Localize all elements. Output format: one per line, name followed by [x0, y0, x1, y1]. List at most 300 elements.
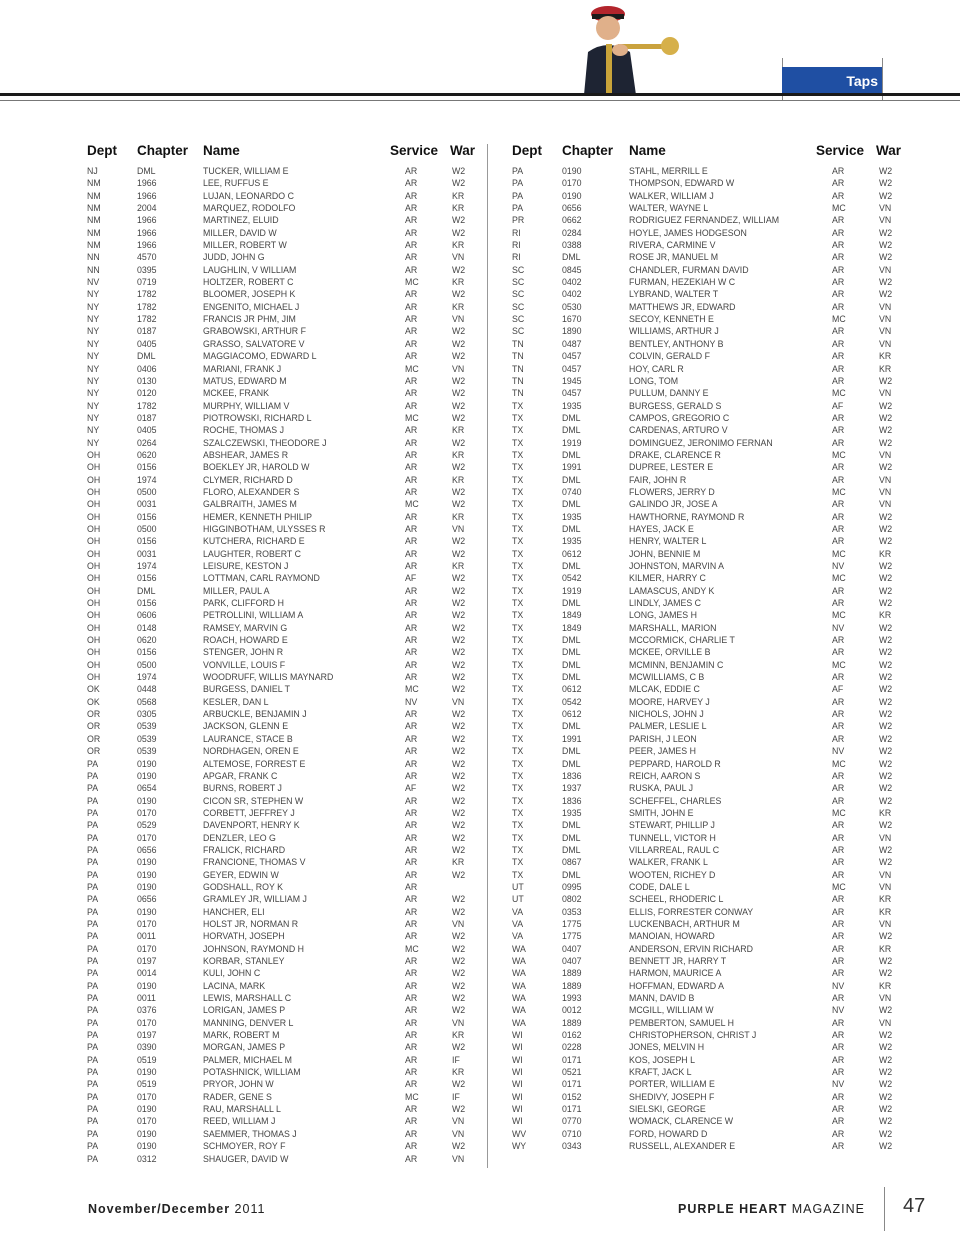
row-service: MC [832, 314, 846, 325]
row-service: AR [405, 338, 418, 349]
row-dept: PA [512, 203, 524, 214]
row-chapter: 0197 [137, 956, 157, 966]
row-chapter: 0264 [137, 437, 157, 448]
row-dept: TX [512, 486, 524, 497]
row-name: NORDHAGEN, OREN E [203, 746, 299, 757]
row-service: AR [832, 215, 845, 226]
row-chapter: 1935 [562, 400, 582, 411]
row-dept: TN [512, 375, 524, 386]
row-dept: NN [87, 252, 100, 263]
row-service: AR [405, 449, 418, 460]
row-service: AR [832, 672, 845, 683]
row-dept: OH [87, 573, 101, 584]
row-chapter: 0662 [562, 215, 582, 226]
row-name: PIOTROWSKI, RICHARD L [203, 412, 312, 423]
row-service: NV [832, 980, 845, 991]
row-dept: SC [512, 326, 525, 337]
row-war: W2 [879, 523, 893, 534]
row-dept: PA [87, 832, 99, 843]
row-dept: TX [512, 795, 524, 806]
row-war: KR [452, 1067, 465, 1078]
row-dept: TX [512, 610, 524, 621]
row-service: NV [832, 1079, 845, 1090]
row-service: AR [832, 647, 845, 658]
row-chapter: 0170 [137, 943, 157, 954]
header-chapter: Chapter [562, 143, 614, 158]
row-dept: WI [512, 1079, 523, 1090]
row-war: VN [452, 1017, 465, 1028]
row-service: AR [405, 906, 418, 917]
row-war: W2 [879, 437, 893, 448]
row-chapter: 1775 [562, 918, 582, 929]
row-dept: OR [87, 709, 101, 720]
row-dept: TX [512, 449, 524, 460]
row-service: AR [405, 1054, 418, 1065]
row-dept: TX [512, 844, 524, 855]
row-war: W2 [452, 499, 466, 510]
row-dept: NY [87, 412, 100, 423]
row-service: AR [405, 1030, 418, 1041]
row-dept: NY [87, 425, 100, 436]
row-chapter: 0539 [137, 746, 157, 757]
row-name: FLOWERS, JERRY D [629, 486, 715, 497]
row-chapter: DML [562, 672, 581, 683]
row-war: VN [452, 1128, 465, 1139]
issue-year: 2011 [234, 1202, 266, 1216]
row-dept: VA [512, 931, 524, 942]
row-service: AR [832, 1042, 845, 1053]
row-chapter: 0529 [137, 820, 157, 831]
row-chapter: 0190 [137, 980, 157, 991]
row-service: MC [832, 548, 846, 559]
row-dept: NJ [87, 166, 98, 176]
row-chapter: 0190 [137, 881, 157, 892]
row-dept: TN [512, 363, 524, 374]
row-chapter: 0539 [137, 733, 157, 744]
row-war: W2 [452, 166, 466, 176]
row-name: SCHEFFEL, CHARLES [629, 795, 722, 806]
row-dept: WA [512, 1017, 526, 1028]
row-service: AR [832, 462, 845, 473]
row-name: KORBAR, STANLEY [203, 956, 285, 966]
row-war: W2 [452, 400, 466, 411]
row-service: AR [405, 894, 418, 905]
row-name: BENTLEY, ANTHONY B [629, 338, 724, 349]
row-chapter: DML [562, 758, 581, 769]
row-war: W2 [879, 598, 893, 609]
row-war: W2 [879, 758, 893, 769]
row-chapter: 0995 [562, 881, 582, 892]
row-chapter: 1890 [562, 326, 582, 337]
row-chapter: 0402 [562, 277, 582, 288]
row-service: NV [832, 622, 845, 633]
row-chapter: DML [562, 412, 581, 423]
row-war: W2 [452, 869, 466, 880]
row-service: AR [405, 326, 418, 337]
row-name: SHEDIVY, JOSEPH F [629, 1091, 715, 1102]
row-service: AR [832, 598, 845, 609]
row-war: W2 [452, 178, 466, 189]
row-name: KOS, JOSEPH L [629, 1054, 695, 1065]
row-service: AR [832, 832, 845, 843]
row-war: W2 [879, 585, 893, 596]
row-name: RAMSEY, MARVIN G [203, 622, 288, 633]
row-war: VN [452, 1116, 465, 1127]
row-name: MOORE, HARVEY J [629, 696, 710, 707]
row-dept: WI [512, 1104, 523, 1115]
row-war: W2 [879, 1042, 893, 1053]
row-war: W2 [452, 832, 466, 843]
row-service: AR [405, 178, 418, 189]
row-service: AR [832, 499, 845, 510]
row-name: CHRISTOPHERSON, CHRIST J [629, 1030, 757, 1041]
row-name: ANDERSON, ERVIN RICHARD [629, 943, 753, 954]
row-service: AR [405, 203, 418, 214]
row-service: AR [832, 1141, 845, 1152]
row-service: AR [405, 301, 418, 312]
row-name: ROACH, HOWARD E [203, 635, 288, 646]
row-name: DAVENPORT, HENRY K [203, 820, 300, 831]
row-war: W2 [452, 993, 466, 1004]
row-war: VN [452, 252, 465, 263]
row-war: W2 [452, 684, 466, 695]
row-war: W2 [879, 1079, 893, 1090]
row-chapter: 0170 [137, 832, 157, 843]
header-rule [0, 93, 960, 96]
row-chapter: 0031 [137, 548, 157, 559]
row-war: W2 [879, 561, 893, 571]
row-dept: WA [512, 956, 526, 966]
row-service: AR [832, 721, 845, 732]
row-chapter: 1991 [562, 733, 582, 744]
row-service: AR [405, 1128, 418, 1139]
row-name: DRAKE, CLARENCE R [629, 449, 721, 460]
row-dept: NY [87, 289, 100, 300]
row-chapter: 0190 [562, 190, 582, 201]
row-war: W2 [879, 672, 893, 683]
row-dept: PA [87, 1153, 99, 1164]
row-service: AF [832, 684, 844, 695]
row-name: DUPREE, LESTER E [629, 462, 714, 473]
page-number: 47 [903, 1195, 926, 1217]
row-name: SZALCZEWSKI, THEODORE J [203, 437, 327, 448]
row-service: AR [405, 425, 418, 436]
row-chapter: 1782 [137, 400, 157, 411]
row-service: MC [832, 807, 846, 818]
row-service: AR [405, 190, 418, 201]
row-service: AR [832, 844, 845, 855]
row-service: AR [405, 709, 418, 720]
row-chapter: 0407 [562, 943, 582, 954]
issue-date [88, 1202, 265, 1216]
row-dept: PA [87, 844, 99, 855]
row-dept: PA [87, 943, 99, 954]
row-chapter: 1966 [137, 215, 157, 226]
issue-month: November/December [88, 1202, 231, 1216]
row-service: AR [832, 1091, 845, 1102]
row-service: AR [832, 375, 845, 386]
row-name: WALTER, WAYNE L [629, 203, 709, 214]
row-service: AR [405, 721, 418, 732]
row-chapter: 1670 [562, 314, 582, 325]
row-chapter: 1991 [562, 462, 582, 473]
row-name: VILLARREAL, RAUL C [629, 844, 720, 855]
row-dept: WA [512, 1005, 526, 1016]
row-name: RUSKA, PAUL J [629, 783, 694, 794]
row-service: AR [405, 536, 418, 547]
row-chapter: 0228 [562, 1042, 582, 1053]
row-service: AR [832, 820, 845, 831]
row-dept: OH [87, 598, 101, 609]
row-chapter: 0405 [137, 338, 157, 349]
row-dept: PA [512, 178, 524, 189]
row-war: W2 [879, 166, 893, 176]
row-chapter: 0305 [137, 709, 157, 720]
row-chapter: 0656 [137, 844, 157, 855]
row-chapter: 0156 [137, 462, 157, 473]
row-war: VN [879, 918, 892, 929]
row-chapter: 0521 [562, 1067, 582, 1078]
row-chapter: 0011 [137, 993, 156, 1004]
row-name: KRAFT, JACK L [629, 1067, 692, 1078]
row-chapter: 0620 [137, 449, 157, 460]
row-dept: NM [87, 190, 101, 201]
row-chapter: 0406 [137, 363, 157, 374]
row-dept: TX [512, 462, 524, 473]
row-chapter: 1935 [562, 807, 582, 818]
row-name: WILLIAMS, ARTHUR J [629, 326, 719, 337]
row-chapter: 1937 [562, 783, 582, 794]
row-war: W2 [879, 635, 893, 646]
row-war: W2 [879, 462, 893, 473]
row-chapter: 0390 [137, 1042, 157, 1053]
row-war: W2 [452, 758, 466, 769]
row-chapter: 0343 [562, 1141, 582, 1152]
row-war: W2 [879, 289, 893, 300]
row-service: AR [405, 1141, 418, 1152]
row-war: KR [452, 474, 465, 485]
header-dept: Dept [87, 143, 117, 158]
row-dept: UT [512, 881, 524, 892]
row-dept: VA [512, 906, 524, 917]
row-dept: TX [512, 511, 524, 522]
row-war: KR [452, 857, 465, 868]
row-service: AR [832, 783, 845, 794]
row-name: ROSE JR, MANUEL M [629, 252, 719, 263]
row-chapter: 0457 [562, 363, 582, 374]
row-name: ARBUCKLE, BENJAMIN J [203, 709, 307, 720]
row-service: AR [405, 758, 418, 769]
row-name: PETROLLINI, WILLIAM A [203, 610, 304, 621]
row-name: LYBRAND, WALTER T [629, 289, 719, 300]
row-war: KR [452, 190, 465, 201]
row-chapter: 1889 [562, 1017, 582, 1028]
row-service: MC [405, 1091, 419, 1102]
row-name: LEISURE, KESTON J [203, 561, 289, 571]
row-war: W2 [879, 709, 893, 720]
row-service: AR [832, 1030, 845, 1041]
row-chapter: 0171 [562, 1104, 582, 1115]
row-service: AR [405, 1153, 418, 1164]
row-name: MARK, ROBERT M [203, 1030, 280, 1041]
row-war: W2 [452, 585, 466, 596]
row-service: AR [832, 709, 845, 720]
row-chapter: DML [562, 659, 581, 670]
column-divider [487, 144, 488, 1168]
row-service: AR [832, 178, 845, 189]
row-dept: TX [512, 857, 524, 868]
row-name: MCCORMICK, CHARLIE T [629, 635, 735, 646]
row-service: MC [405, 412, 419, 423]
row-chapter: 1945 [562, 375, 582, 386]
row-name: GRASSO, SALVATORE V [203, 338, 305, 349]
row-war: VN [879, 215, 892, 226]
row-chapter: 1966 [137, 240, 157, 251]
row-name: LAMASCUS, ANDY K [629, 585, 715, 596]
row-war: KR [879, 807, 892, 818]
row-name: LINDLY, JAMES C [629, 598, 702, 609]
row-service: AR [405, 647, 418, 658]
row-war: W2 [452, 610, 466, 621]
row-service: AR [405, 486, 418, 497]
row-chapter: 0867 [562, 857, 582, 868]
row-war: VN [879, 338, 892, 349]
row-service: AR [832, 857, 845, 868]
row-name: MLCAK, EDDIE C [629, 684, 700, 695]
row-chapter: 0031 [137, 499, 157, 510]
row-war: W2 [879, 968, 893, 979]
row-name: FRANCIS JR PHM, JIM [203, 314, 296, 325]
row-service: AR [405, 610, 418, 621]
row-war: W2 [879, 770, 893, 781]
row-name: STAHL, MERRILL E [629, 166, 708, 176]
row-service: AR [405, 931, 418, 942]
row-name: BURNS, ROBERT J [203, 783, 282, 794]
row-name: MORGAN, JAMES P [203, 1042, 286, 1053]
row-dept: TX [512, 585, 524, 596]
row-name: STENGER, JOHN R [203, 647, 284, 658]
row-chapter: 0542 [562, 573, 582, 584]
row-dept: OK [87, 684, 100, 695]
row-service: AR [405, 1005, 418, 1016]
row-dept: TX [512, 733, 524, 744]
row-chapter: 0130 [137, 375, 157, 386]
row-dept: NY [87, 388, 100, 399]
row-chapter: 0539 [137, 721, 157, 732]
row-war: VN [879, 499, 892, 510]
row-dept: NY [87, 363, 100, 374]
row-dept: TX [512, 758, 524, 769]
row-war: W2 [879, 227, 893, 238]
row-war: W2 [452, 622, 466, 633]
row-war: W2 [879, 277, 893, 288]
row-dept: PA [87, 1116, 99, 1127]
row-service: NV [405, 696, 418, 707]
row-dept: OH [87, 585, 101, 596]
row-service: AR [832, 437, 845, 448]
row-war: W2 [452, 733, 466, 744]
row-service: AR [832, 770, 845, 781]
row-name: REICH, AARON S [629, 770, 701, 781]
row-war: KR [879, 906, 892, 917]
row-chapter: 0845 [562, 264, 582, 275]
row-war: KR [452, 1030, 465, 1041]
row-service: AR [832, 968, 845, 979]
row-war: W2 [879, 622, 893, 633]
row-dept: NM [87, 203, 101, 214]
row-chapter: 1966 [137, 227, 157, 238]
row-dept: SC [512, 277, 525, 288]
row-chapter: DML [137, 166, 156, 176]
row-chapter: DML [562, 869, 581, 880]
row-chapter: 0190 [137, 906, 157, 917]
row-service: NV [832, 561, 845, 571]
row-name: BLOOMER, JOSEPH K [203, 289, 296, 300]
row-name: KULI, JOHN C [203, 968, 261, 979]
row-name: FRALICK, RICHARD [203, 844, 286, 855]
magazine-name-light: MAGAZINE [791, 1202, 865, 1216]
row-war: W2 [452, 486, 466, 497]
row-name: LORIGAN, JAMES P [203, 1005, 286, 1016]
row-dept: UT [512, 894, 524, 905]
row-war: W2 [879, 746, 893, 757]
row-name: MAGGIACOMO, EDWARD L [203, 351, 317, 362]
row-chapter: 0171 [562, 1079, 582, 1090]
row-chapter: 0606 [137, 610, 157, 621]
row-dept: WI [512, 1091, 523, 1102]
row-war: W2 [879, 573, 893, 584]
row-chapter: 0448 [137, 684, 157, 695]
row-name: STEWART, PHILLIP J [629, 820, 715, 831]
row-dept: PA [87, 993, 99, 1004]
row-dept: OH [87, 647, 101, 658]
row-chapter: DML [562, 832, 581, 843]
row-chapter: 0530 [562, 301, 582, 312]
row-name: PALMER, MICHAEL M [203, 1054, 292, 1065]
row-service: AR [832, 425, 845, 436]
row-service: AR [405, 523, 418, 534]
row-war: W2 [452, 980, 466, 991]
row-service: AR [405, 622, 418, 633]
row-service: AR [405, 733, 418, 744]
row-name: ELLIS, FORRESTER CONWAY [629, 906, 754, 917]
row-name: BURGESS, GERALD S [629, 400, 722, 411]
row-name: POTASHNICK, WILLIAM [203, 1067, 301, 1078]
row-chapter: DML [562, 449, 581, 460]
row-war: W2 [452, 709, 466, 720]
row-name: WOMACK, CLARENCE W [629, 1116, 734, 1127]
row-war: KR [452, 425, 465, 436]
row-name: MARQUEZ, RODOLFO [203, 203, 296, 214]
row-name: LONG, TOM [629, 375, 679, 386]
row-name: LAURANCE, STACE B [203, 733, 293, 744]
row-name: FAIR, JOHN R [629, 474, 687, 485]
row-name: WALKER, WILLIAM J [629, 190, 714, 201]
row-dept: WV [512, 1128, 527, 1139]
row-chapter: 0187 [137, 412, 157, 423]
row-war: W2 [452, 894, 466, 905]
row-name: SCHEEL, RHODERIC L [629, 894, 724, 905]
row-dept: PA [512, 166, 524, 176]
row-service: AR [405, 795, 418, 806]
row-name: MCKEE, FRANK [203, 388, 269, 399]
row-war: W2 [879, 1067, 893, 1078]
row-service: MC [405, 943, 419, 954]
row-name: LEE, RUFFUS E [203, 178, 269, 189]
row-chapter: 0170 [137, 1017, 157, 1028]
row-chapter: 0388 [562, 240, 582, 251]
row-war: VN [879, 264, 892, 275]
